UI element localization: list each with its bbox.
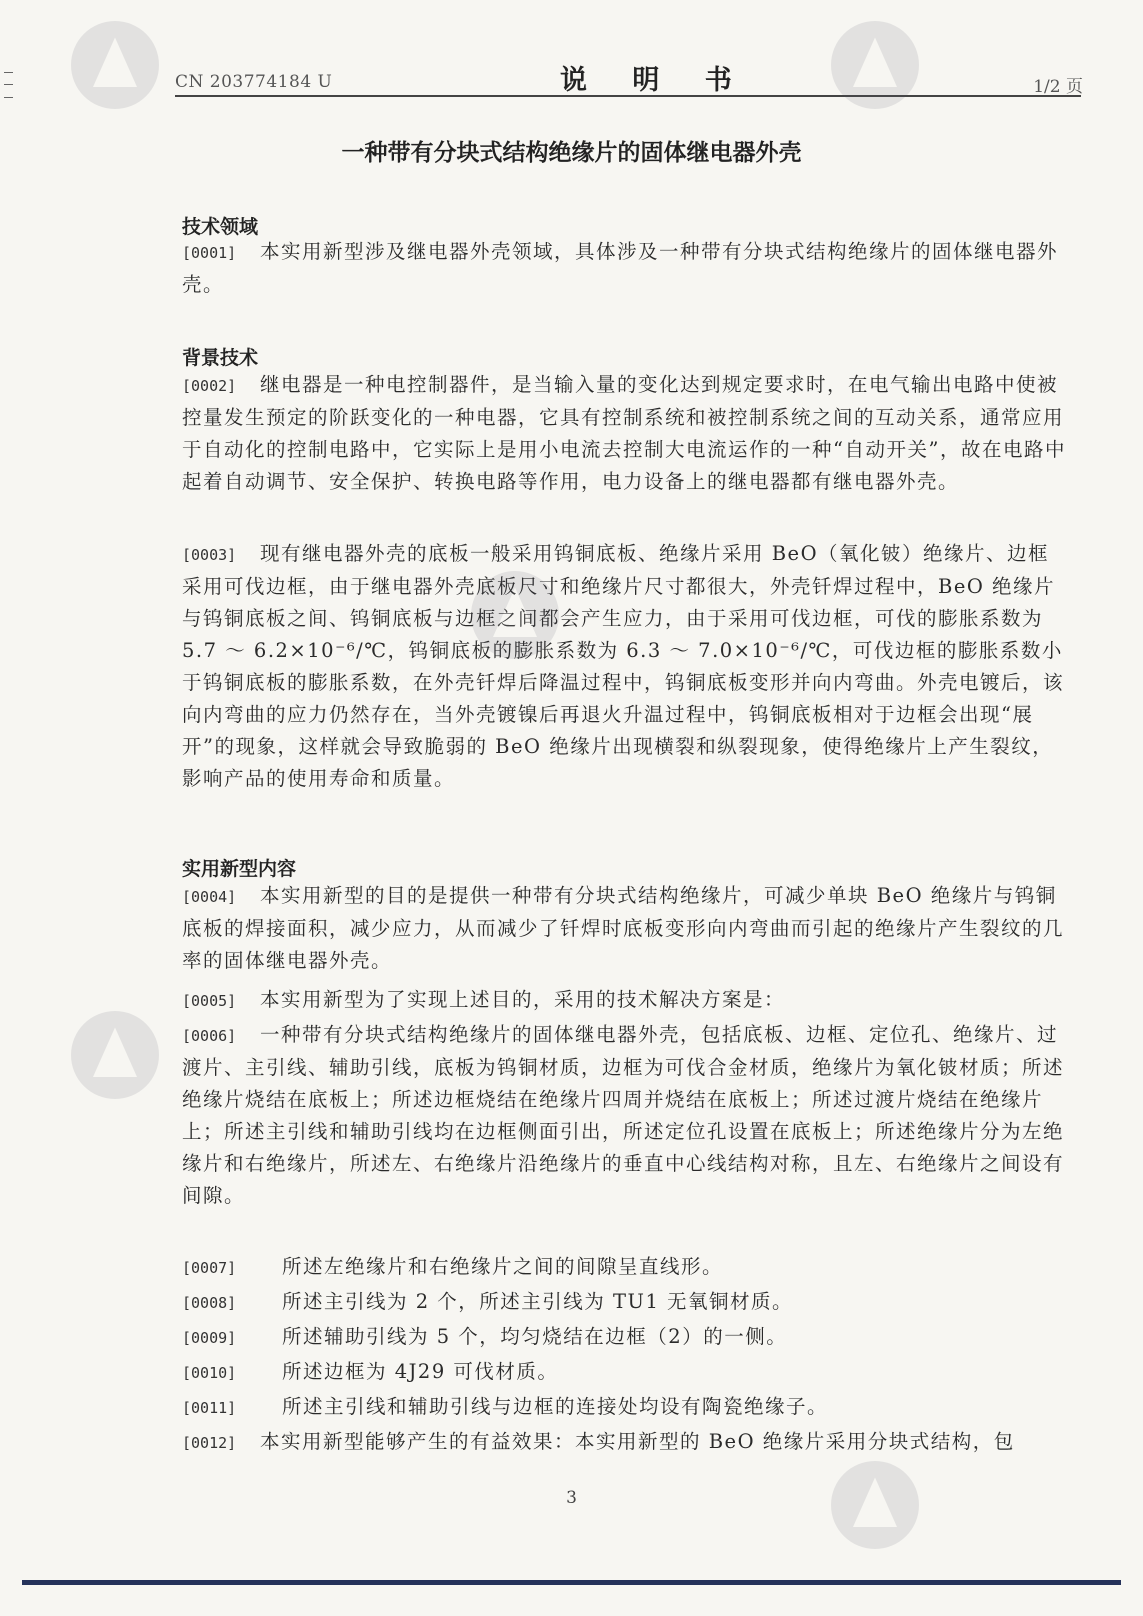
paragraph-text: 所述主引线和辅助引线与边框的连接处均设有陶瓷绝缘子。 [282, 1395, 829, 1418]
paragraph-0007 [182, 1251, 723, 1279]
header-rule [175, 95, 1081, 97]
paragraph-number: [0005] [182, 992, 237, 1010]
paragraph-0001 [182, 236, 1070, 301]
paragraph-0006 [182, 1019, 1070, 1212]
paragraph-number: [0010] [182, 1364, 237, 1382]
paragraph-number: [0007] [182, 1259, 237, 1277]
paragraph-0011 [182, 1391, 828, 1419]
paragraph-text: 所述辅助引线为 5 个，均匀烧结在边框（2）的一侧。 [282, 1325, 788, 1348]
paragraph-number: [0001] [182, 244, 237, 262]
paragraph-text: 所述主引线为 2 个，所述主引线为 TU1 无氧铜材质。 [282, 1290, 794, 1313]
document-title: 一种带有分块式结构绝缘片的固体继电器外壳 [341, 140, 802, 166]
watermark-logo-icon [820, 10, 930, 120]
page-label: 1/2 页 [1033, 77, 1083, 97]
binding-mark [4, 84, 13, 85]
paragraph-number: [0009] [182, 1329, 237, 1347]
paragraph-text: 本实用新型为了实现上述目的，采用的技术解决方案是： [260, 988, 786, 1011]
page-number: 3 [566, 1488, 577, 1508]
watermark-logo-icon [60, 10, 170, 120]
paragraph-number: [0006] [182, 1027, 237, 1045]
paragraph-0002 [182, 369, 1070, 498]
paragraph-0008 [182, 1286, 793, 1314]
section-heading-content: 实用新型内容 [182, 858, 297, 880]
paragraph-text: 现有继电器外壳的底板一般采用钨铜底板、绝缘片采用 BeO（氧化铍）绝缘片、边框采用可伐边框，由于继电器外壳底板尺寸和绝缘片尺寸都很大，外壳钎焊过程中，BeO 绝缘片与钨铜底板之间、钨铜底板与边框之间都会产生应力，由于采用可伐边框，可伐的膨胀系数为 5.7 ～ 6.2×10⁻⁶/℃，钨铜底板的膨胀系数为 6.3 ～ 7.0×10⁻⁶/℃，可伐边框的膨胀系数小于钨铜底板的膨胀系数，在外壳钎焊后降温过程中，钨铜底板变形并向内弯曲。外壳电镀后，该向内弯曲的应力仍然存在，当外壳镀镍后再退火升温过程中，钨铜底板相对于边框会出现“展开”的现象，这样就会导致脆弱的 BeO 绝缘片出现横裂和纵裂现象，使得绝缘片上产生裂纹，影响产品的使用寿命和质量。 [182, 542, 1065, 790]
paragraph-number: [0011] [182, 1399, 237, 1417]
paragraph-text: 本实用新型涉及继电器外壳领域，具体涉及一种带有分块式结构绝缘片的固体继电器外壳。 [182, 240, 1059, 296]
paragraph-number: [0003] [182, 546, 237, 564]
watermark-logo-icon [460, 560, 570, 670]
paragraph-text: 所述边框为 4J29 可伐材质。 [282, 1360, 559, 1383]
page-header [175, 58, 1083, 97]
paragraph-0009 [182, 1321, 787, 1349]
paragraph-number: [0012] [182, 1434, 237, 1452]
paragraph-text: 继电器是一种电控制器件，是当输入量的变化达到规定要求时，在电气输出电路中使被控量发生预定的阶跃变化的一种电器，它具有控制系统和被控制系统之间的互动关系，通常应用于自动化的控制电路中，它实际上是用小电流去控制大电流运作的一种“自动开关”，故在电路中起着自动调节、安全保护、转换电路等作用，电力设备上的继电器都有继电器外壳。 [182, 373, 1066, 493]
paragraph-number: [0008] [182, 1294, 237, 1312]
paragraph-number: [0004] [182, 888, 237, 906]
paragraph-0005 [182, 984, 1070, 1017]
paragraph-0004 [182, 880, 1070, 977]
header-title: 说 明 书 [560, 65, 750, 96]
paragraph-text: 所述左绝缘片和右绝缘片之间的间隙呈直线形。 [282, 1255, 724, 1278]
section-heading-tech-field: 技术领域 [182, 216, 259, 238]
watermark-logo-icon [60, 1000, 170, 1110]
paragraph-0012 [182, 1426, 1070, 1454]
binding-mark [4, 72, 13, 73]
paragraph-number: [0002] [182, 377, 237, 395]
footer-rule [22, 1580, 1121, 1585]
paragraph-text: 本实用新型的目的是提供一种带有分块式结构绝缘片，可减少单块 BeO 绝缘片与钨铜底板的焊接面积，减少应力，从而减少了钎焊时底板变形向内弯曲而引起的绝缘片产生裂纹的几率的固体继电器外壳。 [182, 884, 1065, 972]
section-heading-background: 背景技术 [182, 347, 259, 369]
paragraph-0003 [182, 538, 1070, 795]
watermark-logo-icon [820, 1450, 930, 1560]
binding-mark [4, 97, 13, 98]
paragraph-text: 一种带有分块式结构绝缘片的固体继电器外壳，包括底板、边框、定位孔、绝缘片、过渡片、主引线、辅助引线，底板为钨铜材质，边框为可伐合金材质，绝缘片为氧化铍材质；所述绝缘片烧结在底板上；所述边框烧结在绝缘片四周并烧结在底板上；所述过渡片烧结在绝缘片上；所述主引线和辅助引线均在边框侧面引出，所述定位孔设置在底板上；所述绝缘片分为左绝缘片和右绝缘片，所述左、右绝缘片沿绝缘片的垂直中心线结构对称，且左、右绝缘片之间设有间隙。 [182, 1023, 1065, 1207]
paragraph-0010 [182, 1356, 558, 1384]
patent-number: CN 203774184 U [175, 72, 333, 92]
paragraph-text: 本实用新型能够产生的有益效果：本实用新型的 BeO 绝缘片采用分块式结构，包 [260, 1430, 1015, 1453]
